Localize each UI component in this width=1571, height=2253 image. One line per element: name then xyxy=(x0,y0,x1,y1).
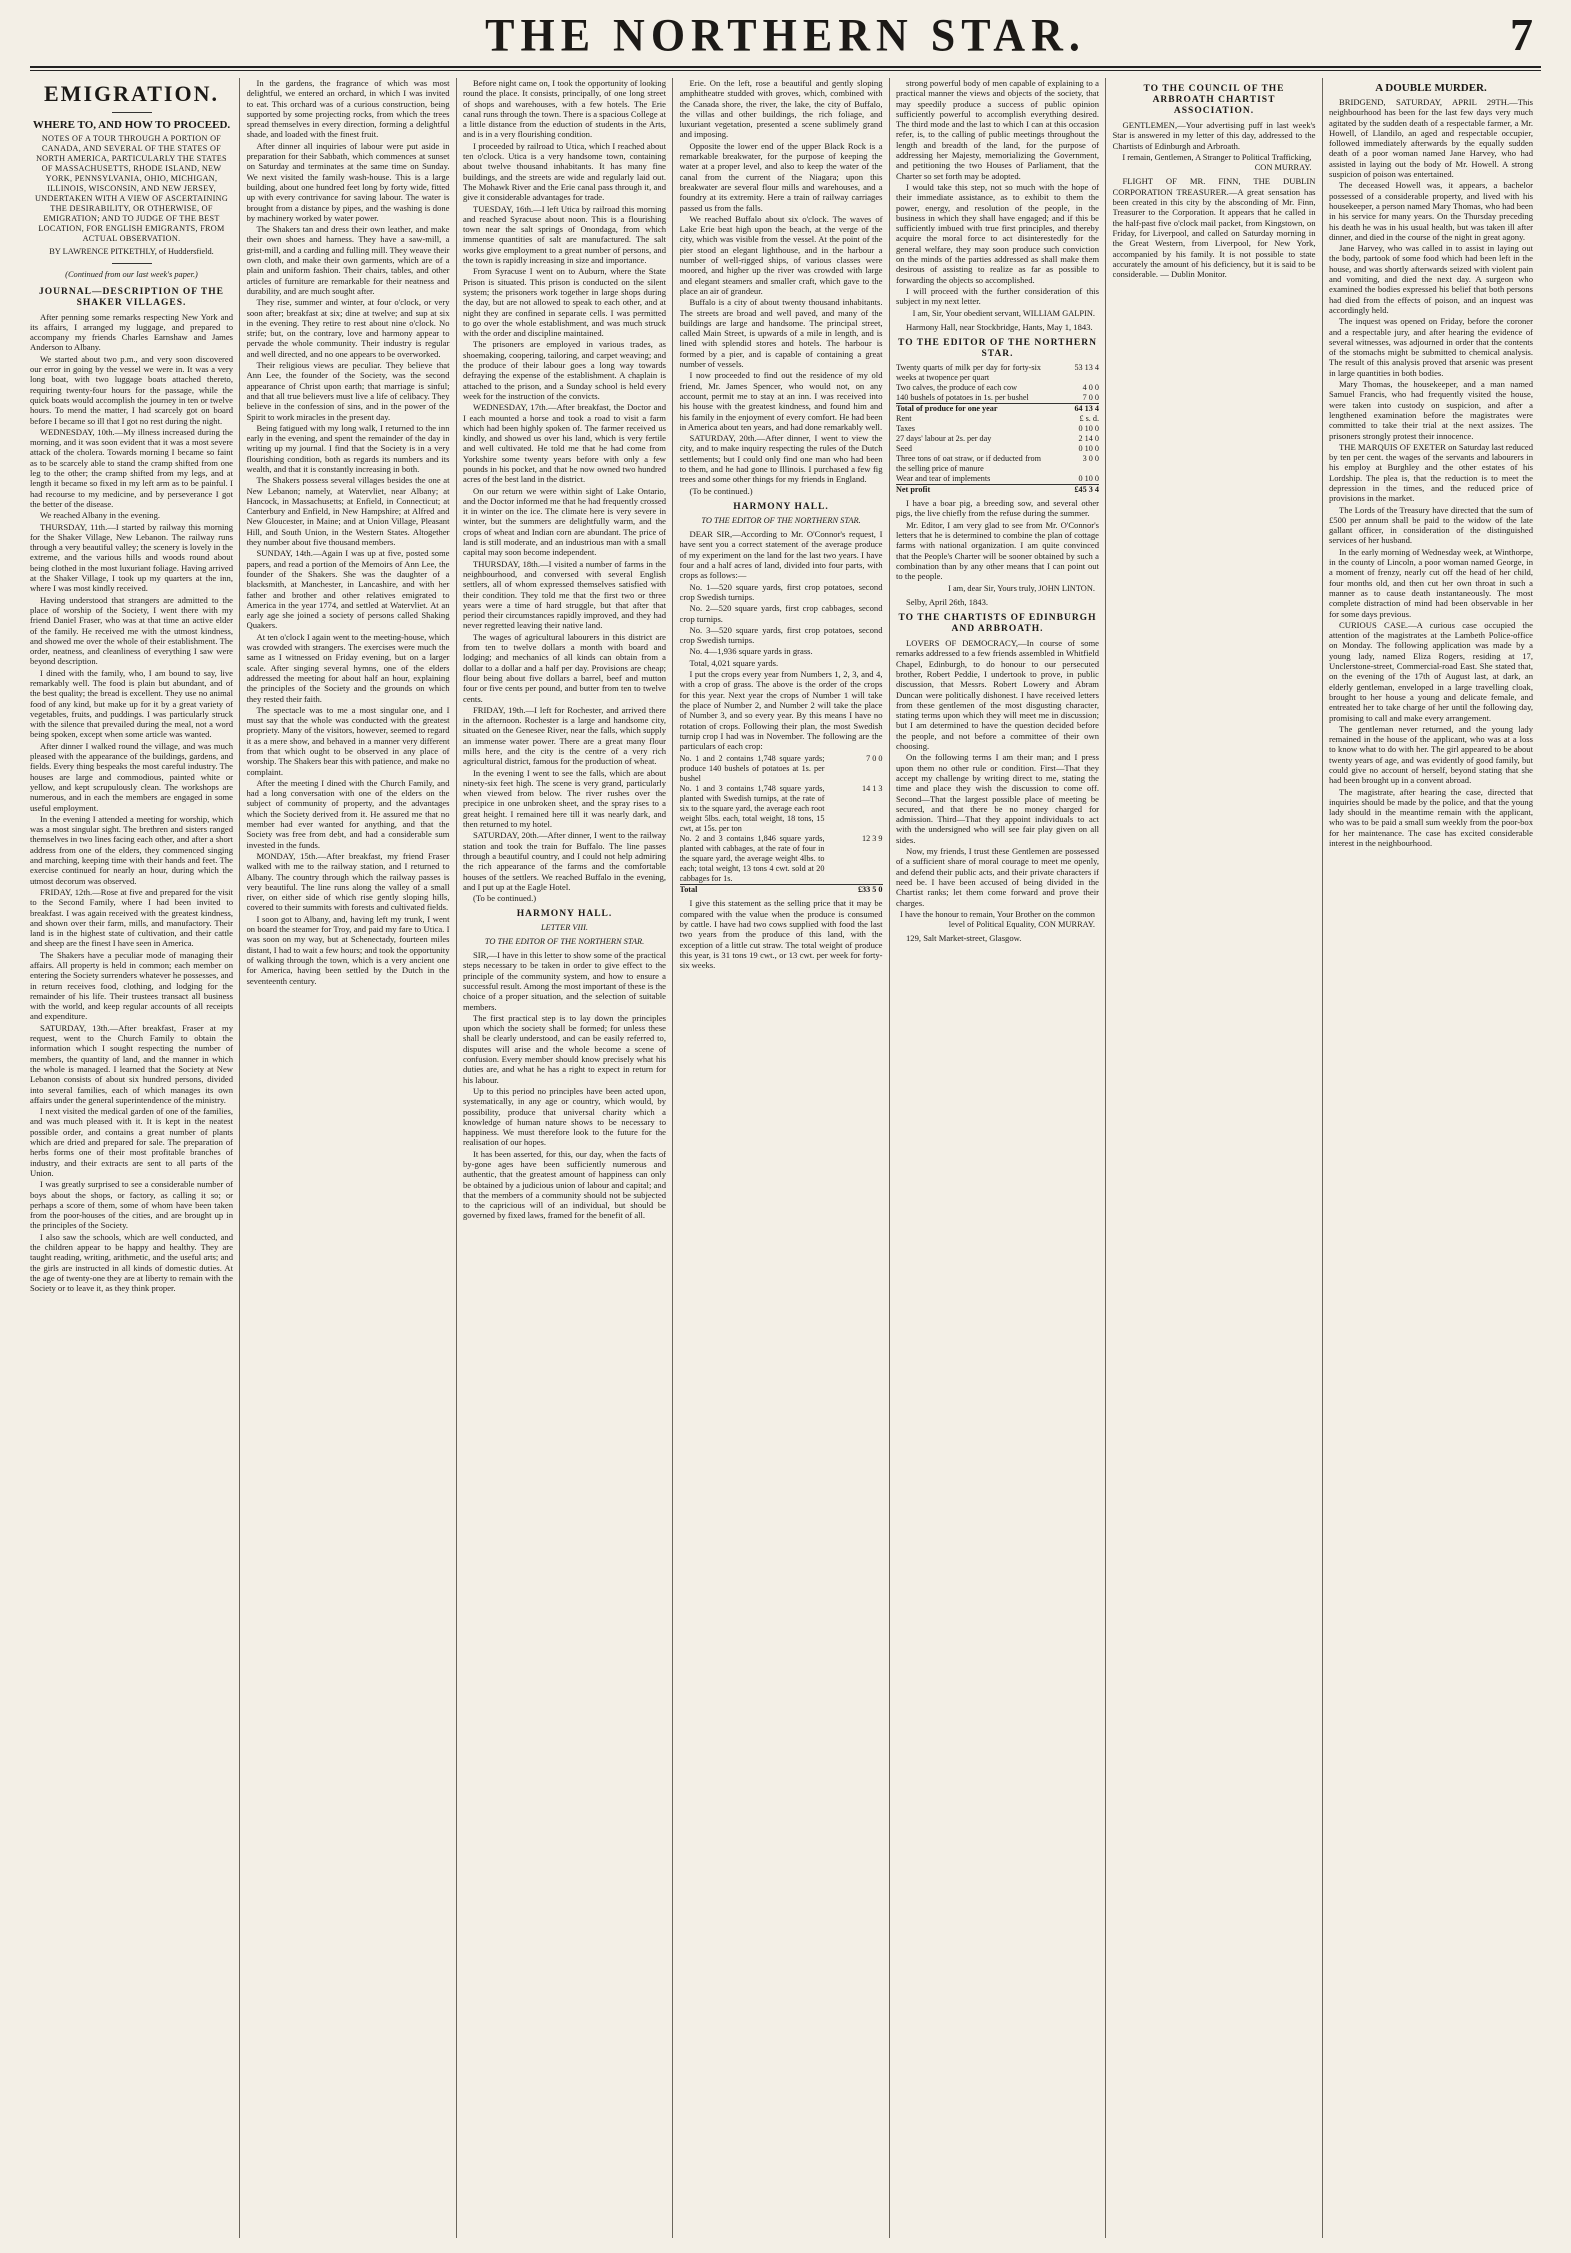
paragraph: Buffalo is a city of about twenty thousand inhabitants. The streets are broad and well paved, and many of the buildings are large and handsome. The principal street, called Main Street, is upwards of a mile in length, and is lined with splendid stores and hotels. The harbour is formed by a pier, and is capable of containing a great number of vessels. xyxy=(679,297,883,370)
paragraph: GENTLEMEN,—Your advertising puff in last week's Star is answered in my letter of this day, addressed to the Chartists of Edinburgh and Arbroath. xyxy=(1112,120,1316,151)
accounts-row xyxy=(896,393,1099,404)
accounts-row xyxy=(896,434,1099,444)
accounts-amount: 64 13 4 xyxy=(1041,404,1099,415)
signature: I am, dear Sir, Yours truly, JOHN LINTON. xyxy=(948,583,1095,593)
paragraph: We reached Buffalo about six o'clock. The waves of Lake Erie beat high upon the beach, at the verge of the city, which was visible from the vessel. At the point of the pier stood an elegant lighthouse, and in the harbour a number of well-rigged ships, of various classes were moored, and higher up the river was crowded with large and elegant steamers and smaller craft, which gave to the place an air of grandeur. xyxy=(679,213,883,296)
paragraph: The Shakers tan and dress their own leather, and make their own shoes and harness. They have a saw-mill, a grist-mill, and a carding and fulling mill. They weave their own cloth, and make their own garments, which are of a plain and uniform fashion. Their chairs, tables, and other articles of furniture are remarkable for their neatness and durability, and are much sought after. xyxy=(246,224,450,296)
note: TO THE EDITOR OF THE NORTHERN STAR. xyxy=(701,515,861,525)
accounts-amount: 4 0 0 xyxy=(1082,383,1099,393)
paragraph: THURSDAY, 18th.—I visited a number of farms in the neighbourhood, and conversed with several English settlers, all of whom expressed themselves satisfied with their condition. They told me that the first two or three years were a time of hard struggle, but that after that period their circumstances rapidly improved, and they had never regretted leaving their native land. xyxy=(463,558,666,631)
accounts-label: No. 1 and 2 contains 1,748 square yards; produce 140 bushels of potatoes at 1s. per bushel xyxy=(679,754,825,784)
signature: I have the honour to remain, Your Brother on the common level of Political Equality, CON MURRAY. xyxy=(900,909,1095,930)
accounts-amount: 53 13 4 xyxy=(1074,363,1099,373)
accounts-amount: 7 0 0 xyxy=(1082,393,1099,403)
paragraph: I have a boar pig, a breeding sow, and several other pigs, the live chiefly from the refuse during the summer. xyxy=(896,498,1099,519)
paragraph: No. 4—1,936 square yards in grass. xyxy=(689,646,813,657)
accounts-row xyxy=(896,363,1099,383)
paragraph: In the gardens, the fragrance of which was most delightful, we entered an orchard, in which I was invited to eat. This orchard was of a curious construction, being supported by some projecting rocks, from which the trees spread themselves in every direction, forming a delightful shade, and loaded with the finest fruit. xyxy=(246,78,450,140)
paragraph: The spectacle was to me a most singular one, and I must say that the whole was conducted with the greatest propriety. Many of the visitors, however, seemed to regard it as a mere show, and behaved in a manner very different from that which ought to be observed in any place of worship. The Shakers bear this with patience, and make no complaint. xyxy=(246,704,450,777)
accounts-label: Rent xyxy=(896,414,912,424)
paragraph: Being fatigued with my long walk, I returned to the inn early in the evening, and spent the remainder of the day in writing up my journal. I find that the Society is in a very flourishing condition, both as regards its numbers and its wealth, and that it is constantly increasing in both. xyxy=(246,422,450,474)
accounts-label: Two calves, the produce of each cow xyxy=(896,383,1018,393)
accounts-label: Net profit xyxy=(896,485,1041,496)
paragraph: I dined with the family, who, I am bound to say, live remarkably well. The food is plain but abundant, and of the best quality; the bread is excellent. They use no animal food of any kind, but make up for it by a great variety of vegetables, fruits, and puddings. I was particularly struck with the silence that prevailed during the meal, not a word being spoken, except when some article was wanted. xyxy=(30,667,233,740)
paragraph: In the evening I attended a meeting for worship, which was a most singular sight. The brethren and sisters ranged themselves in two lines facing each other, and after a short address from one of the elders, they commenced singing and marching, keeping time with their hands and feet. The exercise continued for nearly an hour, during which the utmost decorum was observed. xyxy=(30,813,233,886)
paragraph: After the meeting I dined with the Church Family, and had a long conversation with one of the elders on the subject of community of property, and the advantages which the Society derived from it. He assured me that no member had ever wanted for anything, and that the Society was free from debt, and had a considerable sum invested in the funds. xyxy=(246,777,450,850)
paragraph: Harmony Hall, near Stockbridge, Hants, May 1, 1843. xyxy=(906,321,1093,332)
accounts-amount: 7 0 0 xyxy=(866,754,883,764)
paragraph: strong powerful body of men capable of explaining to a practical manner the views and objects of the society, that may speedily produce a success of public opinion sufficiently powerful to accomplish everything desired. The third mode and the last to which I can at this occasion refer, is, to the calling of public meetings throughout the length and breadth of the land, for the purpose of addressing her Majesty, memorializing the Government, and petitioning the two Houses of Parliament, that the Charter so set forth may be adopted. xyxy=(896,78,1099,181)
paragraph: From Syracuse I went on to Auburn, where the State Prison is situated. This prison is conducted on the silent system; the prisoners work together in large shops during the day, but are not allowed to speak to each other, and at night they are confined in separate cells. I was permitted to go over the whole establishment, and was much struck with the order and discipline maintained. xyxy=(463,266,666,339)
accounts-label: Wear and tear of implements xyxy=(896,474,991,484)
note: (Continued from our last week's paper.) xyxy=(65,270,198,280)
paragraph: No. 1—520 square yards, first crop potatoes, second crop Swedish turnips. xyxy=(679,581,883,602)
accounts-label: Total xyxy=(680,885,825,896)
paragraph: We started about two p.m., and very soon discovered our error in going by the vessel we were in. It was a very long boat, with two luggage boats attached thereto, requiring twenty-four hours for the passage, while the quick boats would accomplish the journey in ten or twelve hours. To mend the matter, I had scarcely got on board before I became so ill that I got no rest during the night. xyxy=(30,353,233,426)
separator-rule xyxy=(112,263,152,264)
paragraph: The gentleman never returned, and the young lady remained in the house of the applicant, who was at a loss to know what to do with her. The girl appeared to be about twenty years of age, and was evidently of good family, but could give no account of herself, beyond stating that she had been brought up in a convent abroad. xyxy=(1329,723,1533,786)
paragraph: Their religious views are peculiar. They believe that Ann Lee, the founder of the Society, was the second appearance of Christ upon earth; that marriage is sinful; and that all true believers must live a life of celibacy. They believe in the confession of sins, and in the power of the Spirit to work miracles in the present day. xyxy=(246,360,450,422)
accounts-row xyxy=(896,383,1099,393)
article-heading: JOURNAL—DESCRIPTION OF THE SHAKER VILLAGES. xyxy=(39,286,224,308)
paragraph: The wages of agricultural labourers in this district are from ten to twelve dollars a month with board and lodging; and mechanics of all kinds can obtain from a dollar to a dollar and a half per day. Provisions are cheap; flour being about five dollars a barrel, beef and mutton four or five cents per pound, and butter from ten to twelve cents. xyxy=(463,631,666,704)
paragraph: TUESDAY, 16th.—I left Utica by railroad this morning and reached Syracuse about noon. This is a flourishing town near the salt springs of Onondaga, from which immense quantities of salt are manufactured. The salt works give employment to a great number of persons, and the town is rapidly increasing in size and importance. xyxy=(463,203,666,266)
paragraph: Now, my friends, I trust these Gentlemen are possessed of a sufficient share of moral courage to meet me openly, and defend their public acts, and their private characters if need be. I have been accused of being divided in the Chartist ranks; let them come forward and prove their charges. xyxy=(896,846,1099,908)
paragraph: I will proceed with the further consideration of this subject in my next letter. xyxy=(896,285,1099,307)
paragraph: Mary Thomas, the housekeeper, and a man named Samuel Francis, who had frequently visited the house, were taken into custody on suspicion, and after a lengthened examination before the magistrates were committed to take their trial at the next assizes. The prisoners strongly protest their innocence. xyxy=(1329,379,1533,441)
paragraph: 129, Salt Market-street, Glasgow. xyxy=(906,933,1022,944)
paragraph: Jane Harvey, who was called in to assist in laying out the body, partook of some food which had been left in the house, and was shortly afterwards seized with violent pain and vomiting, and died the next day. A surgeon who examined the bodies expressed his belief that both persons had died from the effects of poison, and an inquest was accordingly held. xyxy=(1329,243,1533,315)
paragraph: DEAR SIR,—According to Mr. O'Connor's request, I have sent you a correct statement of the average produce of my experiment on the land for the last two years. I have four and a half acres of land, divided into four parts, with crops as follows:— xyxy=(679,529,883,581)
article-heading: HARMONY HALL. xyxy=(733,501,829,512)
page-header xyxy=(30,8,1541,66)
section-heading: WHERE TO, AND HOW TO PROCEED. xyxy=(32,119,231,131)
paragraph: SATURDAY, 20th.—After dinner, I went to view the city, and to make inquiry respecting the rules of the Dutch settlements; but I could only find one man who had been to them, and he had gone to Illinois. I purchased a few fig trees and some other things for my friends in England. xyxy=(679,433,883,485)
paragraph: After dinner I walked round the village, and was much pleased with the appearance of the buildings, gardens, and fields. Every thing bespeaks the most careful industry. The houses are large and commodious, painted white or yellow, and kept scrupulously clean. The workshops are numerous, and in each the members are engaged in some useful employment. xyxy=(30,740,233,813)
column-1 xyxy=(30,78,240,2238)
article-heading: TO THE COUNCIL OF THE ARBROATH CHARTIST ASSOCIATION. xyxy=(1143,84,1285,116)
column-7 xyxy=(1329,78,1539,2238)
paragraph: No. 2—520 square yards, first crop cabbages, second crop turnips. xyxy=(679,603,883,624)
paragraph: SIR,—I have in this letter to show some of the practical steps necessary to be taken in order to give effect to the principle of the community system, and how to ensure a successful result. Among the most important of these is the choice of a proper situation, and the selection of suitable members. xyxy=(463,950,666,1012)
paragraph: Up to this period no principles have been acted upon, systematically, in any age or country, which would, by possibility, produce that universal charity which a knowledge of human nature shows to be necessary to happiness. We must therefore look to the future for the realisation of our hopes. xyxy=(463,1085,666,1148)
header-rule-thin xyxy=(30,70,1541,71)
paragraph: I also saw the schools, which are well conducted, and the children appear to be happy and healthy. They are taught reading, writing, arithmetic, and the useful arts; and the girls are instructed in all kinds of domestic duties. At the age of twenty-one they are at liberty to remain with the Society or to leave it, as they think proper. xyxy=(30,1231,233,1294)
paragraph: The Lords of the Treasury have directed that the sum of £500 per annum shall be paid to the widow of the late gallant officer, in consideration of the distinguished services of her husband. xyxy=(1329,504,1533,546)
column-2 xyxy=(247,78,457,2238)
paragraph: BRIDGEND, SATURDAY, APRIL 29TH.—This neighbourhood has been for the last few days very much agitated by the sudden death of a respectable farmer, a Mr. Howell, of Llandilo, an aged and respectable occupier, followed immediately afterwards by the equally sudden death of a poor woman named Jane Harvey, who had assisted in laying out the body of Mr. Howell. A strong suspicion of poison was entertained. xyxy=(1329,97,1533,180)
paragraph: In the evening I went to see the falls, which are about ninety-six feet high. The scene is very grand, particularly when viewed from below. The river rushes over the precipice in one unbroken sheet, and the spray rises to a great height. I remained here till it was nearly dark, and then returned to my hotel. xyxy=(463,767,666,830)
paragraph: They rise, summer and winter, at four o'clock, or very soon after; breakfast at six; dine at twelve; and sup at six in the evening. They retire to rest about nine o'clock. No strife; but, on the contrary, love and harmony appear to pervade the whole community. Their industry is regular and well directed, and no one appears to be overworked. xyxy=(246,297,450,359)
paragraph: I was greatly surprised to see a considerable number of boys about the shops, or factory, as calling it so; or perhaps a score of them, some of whom have been taken from the poor-houses of the cities, and are brought up in the principles of the Society. xyxy=(30,1179,233,1231)
accounts-row xyxy=(896,474,1099,485)
note: TO THE EDITOR OF THE NORTHERN STAR. xyxy=(484,936,645,946)
paragraph: The prisoners are employed in various trades, as shoemaking, coopering, tailoring, and carpet weaving; and the produce of their labour goes a long way towards defraying the expense of the establishment. A chaplain is attached to the prison, and a Sunday school is held every week for the instruction of the convicts. xyxy=(463,339,666,401)
accounts-row xyxy=(896,485,1099,496)
accounts-table xyxy=(896,363,1099,495)
article-heading: HARMONY HALL. xyxy=(516,909,613,920)
note: LETTER VIII. xyxy=(541,923,588,933)
accounts-amount: 0 10 0 xyxy=(1078,474,1099,484)
paragraph: I soon got to Albany, and, having left my trunk, I went on board the steamer for Troy, and paid my fare to Utica. I was soon on my way, but at Schenectady, fourteen miles distant, I had to wait a few hours; and took the opportunity of walking through the town, which is a very ancient one for America, having been settled by the Dutch in the seventeenth century. xyxy=(246,913,450,986)
accounts-row xyxy=(896,424,1099,434)
separator-rule xyxy=(112,112,152,113)
masthead: THE NORTHERN STAR. xyxy=(485,9,1086,62)
paragraph: The inquest was opened on Friday, before the coroner and a respectable jury, and after hearing the evidence of several witnesses, was adjourned in order that the contents of the stomachs might be submitted to chemical analysis. The result of this analysis proved that arsenic was present in large quantities in both bodies. xyxy=(1329,316,1533,378)
paragraph: No. 3—520 square yards, first crop potatoes, second crop Swedish turnips. xyxy=(679,624,883,646)
paragraph: (To be continued.) xyxy=(473,893,537,904)
accounts-amount: 2 14 0 xyxy=(1078,434,1099,444)
accounts-label: Twenty quarts of milk per day for forty-six weeks at twopence per quart xyxy=(896,363,1041,383)
paragraph: MONDAY, 15th.—After breakfast, my friend Fraser walked with me to the railway station, and I returned to Albany. The country through which the railway passes is very beautiful. The line runs along the valley of a small river, on either side of which rise gently sloping hills, covered to their summits with forests and cultivated fields. xyxy=(246,850,450,913)
accounts-amount: 0 10 0 xyxy=(1078,444,1099,454)
paragraph: I put the crops every year from Numbers 1, 2, 3, and 4, with a crop of grass. The above is the order of the crops for this year. Next year the crops of Number 1 will take the place of Number 2, and Number 2 will take the place of Number 3, and so every year. By this means I have no rotation of crops. Following their plan, the most Swedish turnip crop I had was in November. The following are the particulars of each crop: xyxy=(679,669,883,752)
paragraph: I now proceeded to find out the residence of my old friend, Mr. James Spencer, who would not, on any account, permit me to stay at an inn. I was received into his house with the greatest kindness, and found him and his family in the enjoyment of every comfort. He had been in America about ten years, and had done remarkably well. xyxy=(679,370,883,432)
section-heading: A DOUBLE MURDER. xyxy=(1375,82,1487,94)
byline: BY LAWRENCE PITKETHLY, of Huddersfield. xyxy=(49,247,214,256)
column-5 xyxy=(896,78,1106,2238)
article-heading: TO THE CHARTISTS OF EDINBURGH AND ARBROATH. xyxy=(898,613,1097,635)
paragraph: WEDNESDAY, 10th.—My illness increased during the morning, and it was soon evident that it was a most severe attack of the cholera. Towards morning I became so faint as to be scarcely able to stand the cramp shifted from one leg to the other; the cramp shifted from my legs, and at length it became so fixed in my left arm as to be painful. I had recourse to my medicine, and by perseverance I got the better of the disease. xyxy=(30,426,233,509)
accounts-amount: 3 0 0 xyxy=(1082,454,1099,464)
paragraph: On our return we were within sight of Lake Ontario, and the Doctor informed me that he had frequently crossed it in winter on the ice. The climate here is very severe in winter, but the summers are delightfully warm, and the crops of wheat and Indian corn are abundant. The price of land is still moderate, and an industrious man with a small capital may soon become independent. xyxy=(463,485,666,558)
accounts-label: Taxes xyxy=(896,424,915,434)
paragraph: THE MARQUIS OF EXETER on Saturday last reduced by ten per cent. the wages of the servants and labourers in his employ at Burghley and the other estates of his Lordship. The plea is, that the reduction is to meet the depression in the times, and the reduced price of provisions in the market. xyxy=(1329,441,1533,504)
accounts-amount: 0 10 0 xyxy=(1078,424,1099,434)
column-3 xyxy=(463,78,673,2238)
accounts-label: 140 bushels of potatoes in 1s. per bushel xyxy=(896,393,1029,403)
accounts-row xyxy=(680,834,883,885)
accounts-row xyxy=(680,784,883,834)
accounts-row xyxy=(680,885,883,896)
accounts-label: 27 days' labour at 2s. per day xyxy=(896,434,992,444)
headline: EMIGRATION. xyxy=(44,81,219,106)
paragraph: WEDNESDAY, 17th.—After breakfast, the Doctor and I each mounted a horse and took a road to visit a farm which had been highly spoken of. The farmer received us kindly, and showed us over his land, which is very fertile and well cultivated. He told me that he had come from Yorkshire some twenty years before with only a few pounds in his pocket, and that he now owned two hundred acres of the best land in the district. xyxy=(463,402,666,485)
paragraph: The deceased Howell was, it appears, a bachelor possessed of a considerable property, and lived with his housekeeper, a person named Mary Thomas, who had been in his service for many years. On the Thursday preceding his death he was in his usual health, but was taken ill after dinner, and died in the course of the night in great agony. xyxy=(1329,180,1533,242)
paragraph: THURSDAY, 11th.—I started by railway this morning for the Shaker Village, New Lebanon. The railway runs through a very beautiful valley; the scenery is lovely in the extreme, and the various hills and woods round about being clothed in the most luxuriant foliage. Having arrived at the Shaker Village, I took up my quarters at the inn, where I was most kindly received. xyxy=(30,521,233,594)
accounts-row xyxy=(896,414,1099,424)
column-6 xyxy=(1113,78,1323,2238)
paragraph: In the early morning of Wednesday week, at Winthorpe, in the county of Lincoln, a poor woman named George, in a moment of frenzy, nearly cut off the head of her child, four months old, and then cut her own throat in such a manner as to cause death instantaneously. The most complete distraction of mind had been observable in her for some days previous. xyxy=(1329,546,1533,619)
paragraph: Opposite the lower end of the upper Black Rock is a remarkable breakwater, for the purpose of keeping the water at a proper level, and also to keep the water of the canal from the current of the Niagara; upon this breakwater are several flour mills and warehouses, and a foundry at its extremity. Here a train of railway carriages passed us from the falls. xyxy=(679,140,883,213)
paragraph: I next visited the medical garden of one of the families, and was much pleased with it. It is kept in the neatest possible order, and contains a great number of plants which are dried and prepared for sale. The preparation of herbs forms one of their most profitable branches of industry, and their extracts are sent to all parts of the Union. xyxy=(30,1106,233,1178)
header-rule xyxy=(30,66,1541,68)
accounts-row xyxy=(896,454,1099,474)
accounts-row xyxy=(680,754,883,784)
paragraph: (To be continued.) xyxy=(689,485,753,496)
paragraph: It has been asserted, for this, our day, when the facts of by-gone ages have been sufficiently numerous and authentic, that the greatest amount of happiness can only be obtained by a judicious union of labour and capital; and that the members of a community should not be subjected to the capricious will of an individual, but should be governed by fixed laws, framed for the benefit of all. xyxy=(463,1148,666,1221)
paragraph: I give this statement as the selling price that it may be compared with the value when the produce is consumed by cattle. I have had two cows supplied with food the last two years from the produce of this land, with the exception of a little cut straw. The total weight of produce this year, is 31 tons 19 cwt., or 13 cwt. per week for forty-six weeks. xyxy=(679,898,883,971)
accounts-label: Total of produce for one year xyxy=(896,404,1041,415)
paragraph: Total, 4,021 square yards. xyxy=(689,657,779,668)
accounts-label: Seed xyxy=(896,444,912,454)
accounts-amount: 14 1 3 xyxy=(862,784,883,794)
accounts-label: Three tons of oat straw, or if deducted from the selling price of manure xyxy=(896,454,1041,474)
paragraph: LOVERS OF DEMOCRACY,—In course of some remarks addressed to a few friends assembled in Whitfield Chapel, Edinburgh, to do honour to our persecuted brother, Robert Peddie, I undertook to prove, in public discussion, that Messrs. Robert Lowery and Abram Duncan were politically dishonest. I have received letters from these gentlemen of the most disgusting character, stating terms upon which they will meet me in discussion; but I am determined to have the question decided before the people, and not before a committee of their own choosing. xyxy=(896,638,1099,752)
accounts-amount: £33 5 0 xyxy=(825,885,883,896)
page-number: 7 xyxy=(1510,9,1533,60)
paragraph: SUNDAY, 14th.—Again I was up at five, posted some papers, and read a portion of the Memoirs of Ann Lee, the founder of the Shakers. She was the daughter of a blacksmith, at Manchester, in Lancashire, and with her father and brother and other relatives emigrated to America in the year 1774, and settled at Watervliet. At an early age she joined a society of persons called Shaking Quakers. xyxy=(246,548,450,631)
paragraph: Erie. On the left, rose a beautiful and gently sloping amphitheatre studded with groves, which, combined with the Canada shore, the river, the lake, the city of Buffalo, the villas and other buildings, the rich foliage, and luxuriant vegetation, presented a scene sublimely grand and imposing. xyxy=(679,78,883,140)
accounts-table xyxy=(680,754,883,895)
accounts-amount: £45 3 4 xyxy=(1041,485,1099,496)
accounts-amount: £ s. d. xyxy=(1079,414,1099,424)
accounts-label: No. 2 and 3 contains 1,846 square yards, planted with cabbages, at the rate of four in the square yard, the average weight 4lbs. to each; total weight, 13 tons 4 cwt. sold at 20 cabbages for 1s. xyxy=(679,834,825,884)
paragraph: FLIGHT OF MR. FINN, THE DUBLIN CORPORATION TREASURER.—A great sensation has been created in this city by the absconding of Mr. Finn, Treasurer to the Corporation. It appears that he called in the half-past five o'clock mail packet, from Kingstown, on Friday, for Liverpool, and called on Saturday morning in the Great Western, from Liverpool, for New York, accompanied by his family. It is not possible to state accurately the amount of his deficiency, but it is said to be considerable. — Dublin Monitor. xyxy=(1112,176,1316,280)
paragraph: After penning some remarks respecting New York and its affairs, I arranged my luggage, and prepared to accompany my friends Charles Earnshaw and James Anderson to Albany. xyxy=(30,311,233,353)
paragraph: SATURDAY, 13th.—After breakfast, Fraser at my request, went to the Church Family to obtain the information which I sought respecting the number of members, the quantity of land, and the manner in which the whole is managed. I learned that the Society at New Lebanon consists of about six hundred persons, divided into several families, each of which manages its own affairs under the general superintendence of the ministry. xyxy=(30,1022,233,1105)
column-4 xyxy=(680,78,890,2238)
signature: I remain, Gentlemen, A Stranger to Political Trafficking, CON MURRAY. xyxy=(1122,152,1312,173)
accounts-amount: 12 3 9 xyxy=(862,834,883,844)
paragraph: Before night came on, I took the opportunity of looking round the place. It consists, principally, of one long street of shops and warehouses, with a few hotels. The Erie canal runs through the town. There is a spacious College at a little distance from the eduction of students in the Arts, and is in a very flourishing condition. xyxy=(463,78,666,140)
accounts-row xyxy=(896,444,1099,454)
accounts-row xyxy=(896,404,1099,415)
paragraph: We reached Albany in the evening. xyxy=(40,510,161,521)
paragraph: FRIDAY, 12th.—Rose at five and prepared for the visit to the Second Family, where I had been invited to breakfast. I was again received with the greatest kindness, and shown over their farm, mills, and manufactory. Their land is in the highest state of cultivation, and their cattle and sheep are the finest I have seen in America. xyxy=(30,886,233,949)
paragraph: After dinner all inquiries of labour were put aside in preparation for their Sabbath, which commences at sunset on Saturday and terminates at the same time on Sunday. We next visited the family wash-house. This is a large building, about one hundred feet long by forty wide, fitted up with every contrivance for saving labour. The water is brought from a distance by pipes, and the washing is done by machinery worked by water power. xyxy=(246,140,450,223)
subheading: NOTES OF A TOUR THROUGH A PORTION OF CANADA, AND SEVERAL OF THE STATES OF NORTH AMERICA, PARTICULARLY THE STATES OF MASSACHUSETTS, RHODE ISLAND, NEW YORK, PENNSYLVANIA, OHIO, MICHIGAN, ILLINOIS, WISCONSIN, AND NEW JERSEY, UNDERTAKEN WITH A VIEW OF ASCERTAINING THE DESIRABILITY, OR OTHERWISE, OF EMIGRATION; AND TO JUDGE OF THE BEST LOCATION, FOR ENGLISH EMIGRANTS, FROM ACTUAL OBSERVATION. xyxy=(34,134,229,243)
paragraph: On the following terms I am their man; and I press upon them no other rule or condition. First—That they accept my challenge by writing direct to me, stating the time and place they wish the discussion to come off. Second—That the largest possible place of meeting be secured, and that there be no money charged for admission. Third—That they appoint individuals to act with the undersigned who will see fair play given on all sides. xyxy=(896,752,1099,845)
paragraph: I proceeded by railroad to Utica, which I reached about ten o'clock. Utica is a very handsome town, containing about twelve thousand inhabitants. It has many fine buildings, and the streets are wide and regularly laid out. The Mohawk River and the Erie canal pass through it, and give it considerable advantages for trade. xyxy=(463,140,666,203)
paragraph: The first practical step is to lay down the principles upon which the society shall be formed; for unless these shall be clearly understood, and can be easily referred to, disputes will arise and the whole become a scene of confusion. Every member should know precisely what his duties are, and what he has a right to expect in return for his labour. xyxy=(463,1012,666,1085)
signature: I am, Sir, Your obedient servant, WILLIAM GALPIN. xyxy=(912,308,1095,318)
paragraph: Mr. Editor, I am very glad to see from Mr. O'Connor's letters that he is determined to combine the plan of cottage farms with national organization. I am quite convinced that the People's Charter will be sooner obtained by such a combination than by any other means that I can point out to the people. xyxy=(896,519,1099,582)
paragraph: CURIOUS CASE.—A curious case occupied the attention of the magistrates at the Lambeth Police-office on Monday. The following application was made by a young lady, named Eliza Rogers, residing at 17, Unclerstone-street, Commercial-road East. She stated that, on the evening of the 17th of August last, at dark, an elderly gentleman, enveloped in a large travelling cloak, brought to her house a young and delicate female, and entreated her to take charge of her until the following day, promising to call and make every arrangement. xyxy=(1329,619,1533,723)
paragraph: The magistrate, after hearing the case, directed that inquiries should be made by the police, and that the young lady should in the meantime remain with the applicant, who was to be paid a small sum weekly from the poor-box for her maintenance. The case has excited considerable interest in the neighbourhood. xyxy=(1329,786,1533,849)
paragraph: I would take this step, not so much with the hope of their immediate assistance, as to exhibit to them the power, energy, and resolution of the people, in the business in which they shall have engaged; and if this be sufficiently imbued with true first principles, and thereby acquire the moral force to act disinterestedly for the general welfare, they may soon produce such conviction on the minds of the parties addressed as shall make them desirous of assisting to realize as far as possible to forwarding the objects so accomplished. xyxy=(896,181,1099,285)
paragraph: FRIDAY, 19th.—I left for Rochester, and arrived there in the afternoon. Rochester is a large and handsome city, situated on the Genesee River, near the falls, which supply an immense water power. There are a great many flour mills here, and the city is the centre of a very rich agricultural district, famous for the production of wheat. xyxy=(463,704,666,767)
paragraph: Selby, April 26th, 1843. xyxy=(906,596,989,607)
paragraph: The Shakers possess several villages besides the one at New Lebanon; namely, at Watervliet, near Albany; at Hancock, in Massachusetts; at Enfield, in Connecticut; at Canterbury and Enfield, in New Hampshire; at Alfred and New Gloucester, in Maine; and at Union Village, Pleasant Hill, and South Union, in the Western States. Altogether they number about five thousand members. xyxy=(246,475,450,548)
paragraph: At ten o'clock I again went to the meeting-house, which was crowded with strangers. The exercises were much the same as I witnessed on Friday evening, but on a larger scale. After singing several hymns, one of the elders addressed the meeting for about half an hour, explaining the principles of the Society and the grounds on which they rested their faith. xyxy=(246,631,450,704)
paragraph: SATURDAY, 20th.—After dinner, I went to the railway station and took the train for Buffalo. The line passes through a beautiful country, and I could not help admiring the rich appearance of the farms and the comfortable houses of the settlers. We reached Buffalo in the evening, and I put up at the Eagle Hotel. xyxy=(463,830,666,892)
accounts-label: No. 1 and 3 contains 1,748 square yards, planted with Swedish turnips, at the rate of six to the square yard, the average each root weight 5lbs. each, total weight, 18 tons, 15 cwt, at 15s. per ton xyxy=(679,784,825,834)
paragraph: The Shakers have a peculiar mode of managing their affairs. All property is held in common; each member on entering the Society surrenders whatever he possesses, and in return receives food, clothing, and lodging for the remainder of his life. Their trustees transact all business with the world, and keep regular accounts of all receipts and expenditure. xyxy=(30,949,233,1022)
article-heading: TO THE EDITOR OF THE NORTHERN STAR. xyxy=(898,338,1097,360)
columns-container xyxy=(30,78,1541,2238)
paragraph: Having understood that strangers are admitted to the place of worship of the Society, I went there with my friend Daniel Fraser, who was at that time an active elder of the family. He received me with the utmost kindness, and showed me over the whole of their establishment. The order, neatness, and cleanliness of everything I saw were beyond description. xyxy=(30,594,233,667)
